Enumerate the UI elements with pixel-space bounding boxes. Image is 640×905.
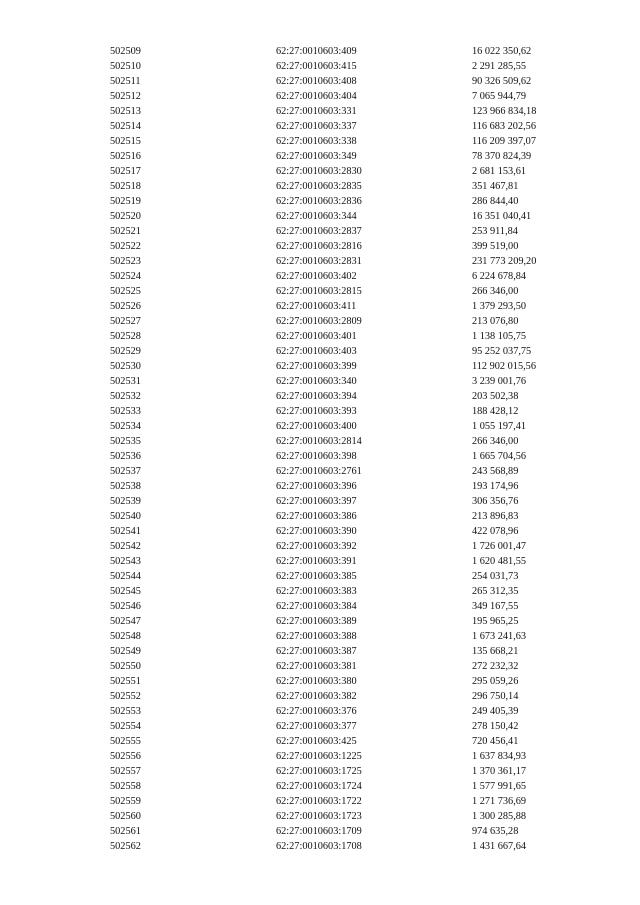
cadastral-value-table <box>110 44 582 854</box>
cadastral-value: 1 271 736,69 <box>472 796 527 807</box>
cadastral-value: 123 966 834,18 <box>472 106 537 117</box>
cadastral-number: 62:27:0010603:1725 <box>276 766 362 777</box>
cadastral-number: 62:27:0010603:2836 <box>276 196 362 207</box>
cadastral-value: 253 911,84 <box>472 226 518 237</box>
cadastral-number: 62:27:0010603:337 <box>276 121 357 132</box>
record-number: 502517 <box>110 166 141 177</box>
record-number: 502545 <box>110 586 141 597</box>
cadastral-value: 266 346,00 <box>472 436 519 447</box>
cadastral-value: 422 078,96 <box>472 526 519 537</box>
cadastral-value: 974 635,28 <box>472 826 519 837</box>
table-row <box>110 779 582 794</box>
table-row <box>110 584 582 599</box>
table-row <box>110 704 582 719</box>
cadastral-value: 2 681 153,61 <box>472 166 527 177</box>
cadastral-number: 62:27:0010603:377 <box>276 721 357 732</box>
table-row <box>110 149 582 164</box>
table-row <box>110 599 582 614</box>
record-number: 502544 <box>110 571 141 582</box>
record-number: 502535 <box>110 436 141 447</box>
record-number: 502561 <box>110 826 141 837</box>
cadastral-number: 62:27:0010603:387 <box>276 646 357 657</box>
record-number: 502521 <box>110 226 141 237</box>
record-number: 502559 <box>110 796 141 807</box>
table-row <box>110 419 582 434</box>
cadastral-number: 62:27:0010603:2814 <box>276 436 362 447</box>
record-number: 502553 <box>110 706 141 717</box>
record-number: 502537 <box>110 466 141 477</box>
cadastral-number: 62:27:0010603:384 <box>276 601 357 612</box>
record-number: 502523 <box>110 256 141 267</box>
cadastral-value: 266 346,00 <box>472 286 519 297</box>
cadastral-value: 1 138 105,75 <box>472 331 527 342</box>
cadastral-number: 62:27:0010603:398 <box>276 451 357 462</box>
record-number: 502520 <box>110 211 141 222</box>
table-row <box>110 359 582 374</box>
table-row <box>110 659 582 674</box>
table-row <box>110 314 582 329</box>
cadastral-value: 1 726 001,47 <box>472 541 527 552</box>
cadastral-value: 1 620 481,55 <box>472 556 527 567</box>
record-number: 502513 <box>110 106 141 117</box>
table-row <box>110 389 582 404</box>
table-row <box>110 254 582 269</box>
cadastral-value: 78 370 824,39 <box>472 151 532 162</box>
table-row <box>110 329 582 344</box>
cadastral-value: 7 065 944,79 <box>472 91 527 102</box>
cadastral-value: 1 577 991,65 <box>472 781 527 792</box>
cadastral-value: 3 239 001,76 <box>472 376 527 387</box>
table-row <box>110 299 582 314</box>
cadastral-number: 62:27:0010603:2835 <box>276 181 362 192</box>
cadastral-value: 1 637 834,93 <box>472 751 527 762</box>
cadastral-value: 265 312,35 <box>472 586 519 597</box>
record-number: 502530 <box>110 361 141 372</box>
table-row <box>110 674 582 689</box>
cadastral-value: 1 431 667,64 <box>472 841 527 852</box>
cadastral-number: 62:27:0010603:386 <box>276 511 357 522</box>
table-row <box>110 749 582 764</box>
table-row <box>110 179 582 194</box>
table-row <box>110 344 582 359</box>
cadastral-value: 1 055 197,41 <box>472 421 527 432</box>
cadastral-number: 62:27:0010603:340 <box>276 376 357 387</box>
cadastral-number: 62:27:0010603:1722 <box>276 796 362 807</box>
table-row <box>110 239 582 254</box>
cadastral-number: 62:27:0010603:344 <box>276 211 357 222</box>
cadastral-number: 62:27:0010603:383 <box>276 586 357 597</box>
record-number: 502515 <box>110 136 141 147</box>
cadastral-number: 62:27:0010603:403 <box>276 346 357 357</box>
table-row <box>110 644 582 659</box>
record-number: 502534 <box>110 421 141 432</box>
table-row <box>110 524 582 539</box>
cadastral-number: 62:27:0010603:2837 <box>276 226 362 237</box>
table-row <box>110 494 582 509</box>
record-number: 502540 <box>110 511 141 522</box>
record-number: 502562 <box>110 841 141 852</box>
record-number: 502512 <box>110 91 141 102</box>
cadastral-value: 272 232,32 <box>472 661 519 672</box>
cadastral-number: 62:27:0010603:376 <box>276 706 357 717</box>
cadastral-number: 62:27:0010603:1708 <box>276 841 362 852</box>
cadastral-number: 62:27:0010603:411 <box>276 301 357 312</box>
cadastral-value: 116 209 397,07 <box>472 136 536 147</box>
cadastral-value: 1 379 293,50 <box>472 301 527 312</box>
cadastral-value: 286 844,40 <box>472 196 519 207</box>
table-row <box>110 569 582 584</box>
table-row <box>110 74 582 89</box>
record-number: 502525 <box>110 286 141 297</box>
record-number: 502556 <box>110 751 141 762</box>
cadastral-number: 62:27:0010603:380 <box>276 676 357 687</box>
cadastral-number: 62:27:0010603:390 <box>276 526 357 537</box>
cadastral-number: 62:27:0010603:415 <box>276 61 357 72</box>
record-number: 502533 <box>110 406 141 417</box>
cadastral-value: 95 252 037,75 <box>472 346 532 357</box>
cadastral-number: 62:27:0010603:349 <box>276 151 357 162</box>
table-row <box>110 464 582 479</box>
cadastral-number: 62:27:0010603:400 <box>276 421 357 432</box>
cadastral-number: 62:27:0010603:392 <box>276 541 357 552</box>
table-row <box>110 734 582 749</box>
cadastral-value: 6 224 678,84 <box>472 271 527 282</box>
cadastral-value: 116 683 202,56 <box>472 121 536 132</box>
table-row <box>110 689 582 704</box>
cadastral-number: 62:27:0010603:381 <box>276 661 357 672</box>
table-row <box>110 539 582 554</box>
table-row <box>110 164 582 179</box>
record-number: 502514 <box>110 121 141 132</box>
table-row <box>110 614 582 629</box>
cadastral-value: 1 673 241,63 <box>472 631 527 642</box>
cadastral-number: 62:27:0010603:409 <box>276 46 357 57</box>
cadastral-number: 62:27:0010603:425 <box>276 736 357 747</box>
table-row <box>110 824 582 839</box>
cadastral-value: 2 291 285,55 <box>472 61 527 72</box>
cadastral-value: 278 150,42 <box>472 721 519 732</box>
record-number: 502531 <box>110 376 141 387</box>
record-number: 502554 <box>110 721 141 732</box>
cadastral-value: 1 300 285,88 <box>472 811 527 822</box>
cadastral-number: 62:27:0010603:2831 <box>276 256 362 267</box>
record-number: 502546 <box>110 601 141 612</box>
record-number: 502547 <box>110 616 141 627</box>
record-number: 502552 <box>110 691 141 702</box>
cadastral-value: 720 456,41 <box>472 736 519 747</box>
table-row <box>110 374 582 389</box>
record-number: 502529 <box>110 346 141 357</box>
cadastral-value: 231 773 209,20 <box>472 256 537 267</box>
cadastral-number: 62:27:0010603:399 <box>276 361 357 372</box>
table-row <box>110 194 582 209</box>
record-number: 502555 <box>110 736 141 747</box>
cadastral-number: 62:27:0010603:2761 <box>276 466 362 477</box>
record-number: 502528 <box>110 331 141 342</box>
cadastral-value: 399 519,00 <box>472 241 519 252</box>
table-row <box>110 434 582 449</box>
cadastral-number: 62:27:0010603:1709 <box>276 826 362 837</box>
table-row <box>110 479 582 494</box>
cadastral-number: 62:27:0010603:2809 <box>276 316 362 327</box>
cadastral-value: 195 965,25 <box>472 616 519 627</box>
table-row <box>110 104 582 119</box>
record-number: 502550 <box>110 661 141 672</box>
cadastral-number: 62:27:0010603:402 <box>276 271 357 282</box>
record-number: 502526 <box>110 301 141 312</box>
table-row <box>110 89 582 104</box>
table-row <box>110 134 582 149</box>
table-row <box>110 404 582 419</box>
cadastral-value: 193 174,96 <box>472 481 519 492</box>
cadastral-value: 16 022 350,62 <box>472 46 532 57</box>
table-row <box>110 44 582 59</box>
cadastral-value: 295 059,26 <box>472 676 519 687</box>
table-row <box>110 209 582 224</box>
cadastral-value: 1 370 361,17 <box>472 766 527 777</box>
table-row <box>110 119 582 134</box>
cadastral-number: 62:27:0010603:2830 <box>276 166 362 177</box>
record-number: 502518 <box>110 181 141 192</box>
cadastral-number: 62:27:0010603:408 <box>276 76 357 87</box>
cadastral-value: 349 167,55 <box>472 601 519 612</box>
record-number: 502542 <box>110 541 141 552</box>
cadastral-value: 90 326 509,62 <box>472 76 532 87</box>
cadastral-number: 62:27:0010603:1724 <box>276 781 362 792</box>
cadastral-number: 62:27:0010603:396 <box>276 481 357 492</box>
table-row <box>110 554 582 569</box>
cadastral-number: 62:27:0010603:385 <box>276 571 357 582</box>
cadastral-value: 203 502,38 <box>472 391 519 402</box>
record-number: 502510 <box>110 61 141 72</box>
table-row <box>110 764 582 779</box>
record-number: 502509 <box>110 46 141 57</box>
cadastral-value: 213 896,83 <box>472 511 519 522</box>
cadastral-number: 62:27:0010603:382 <box>276 691 357 702</box>
record-number: 502551 <box>110 676 141 687</box>
record-number: 502560 <box>110 811 141 822</box>
record-number: 502543 <box>110 556 141 567</box>
record-number: 502516 <box>110 151 141 162</box>
table-row <box>110 269 582 284</box>
record-number: 502527 <box>110 316 141 327</box>
cadastral-number: 62:27:0010603:2816 <box>276 241 362 252</box>
table-row <box>110 794 582 809</box>
record-number: 502511 <box>110 76 141 87</box>
cadastral-value: 112 902 015,56 <box>472 361 536 372</box>
table-row <box>110 839 582 854</box>
table-row <box>110 59 582 74</box>
cadastral-value: 135 668,21 <box>472 646 519 657</box>
record-number: 502539 <box>110 496 141 507</box>
cadastral-number: 62:27:0010603:394 <box>276 391 357 402</box>
table-row <box>110 224 582 239</box>
cadastral-number: 62:27:0010603:388 <box>276 631 357 642</box>
record-number: 502541 <box>110 526 141 537</box>
record-number: 502549 <box>110 646 141 657</box>
cadastral-value: 1 665 704,56 <box>472 451 527 462</box>
record-number: 502532 <box>110 391 141 402</box>
table-row <box>110 284 582 299</box>
cadastral-value: 213 076,80 <box>472 316 519 327</box>
table-row <box>110 719 582 734</box>
cadastral-number: 62:27:0010603:389 <box>276 616 357 627</box>
table-row <box>110 629 582 644</box>
cadastral-value: 351 467,81 <box>472 181 519 192</box>
cadastral-number: 62:27:0010603:404 <box>276 91 357 102</box>
cadastral-value: 243 568,89 <box>472 466 519 477</box>
cadastral-value: 254 031,73 <box>472 571 519 582</box>
table-row <box>110 809 582 824</box>
record-number: 502548 <box>110 631 141 642</box>
cadastral-number: 62:27:0010603:338 <box>276 136 357 147</box>
record-number: 502524 <box>110 271 141 282</box>
cadastral-number: 62:27:0010603:2815 <box>276 286 362 297</box>
cadastral-value: 296 750,14 <box>472 691 519 702</box>
table-row <box>110 509 582 524</box>
cadastral-value: 188 428,12 <box>472 406 519 417</box>
cadastral-value: 249 405,39 <box>472 706 519 717</box>
record-number: 502522 <box>110 241 141 252</box>
cadastral-number: 62:27:0010603:331 <box>276 106 357 117</box>
cadastral-value: 16 351 040,41 <box>472 211 532 222</box>
cadastral-number: 62:27:0010603:397 <box>276 496 357 507</box>
record-number: 502519 <box>110 196 141 207</box>
record-number: 502536 <box>110 451 141 462</box>
table-body <box>110 44 582 854</box>
record-number: 502538 <box>110 481 141 492</box>
cadastral-number: 62:27:0010603:393 <box>276 406 357 417</box>
table-row <box>110 449 582 464</box>
cadastral-value: 306 356,76 <box>472 496 519 507</box>
cadastral-number: 62:27:0010603:391 <box>276 556 357 567</box>
cadastral-number: 62:27:0010603:401 <box>276 331 357 342</box>
cadastral-number: 62:27:0010603:1723 <box>276 811 362 822</box>
record-number: 502558 <box>110 781 141 792</box>
cadastral-number: 62:27:0010603:1225 <box>276 751 362 762</box>
record-number: 502557 <box>110 766 141 777</box>
